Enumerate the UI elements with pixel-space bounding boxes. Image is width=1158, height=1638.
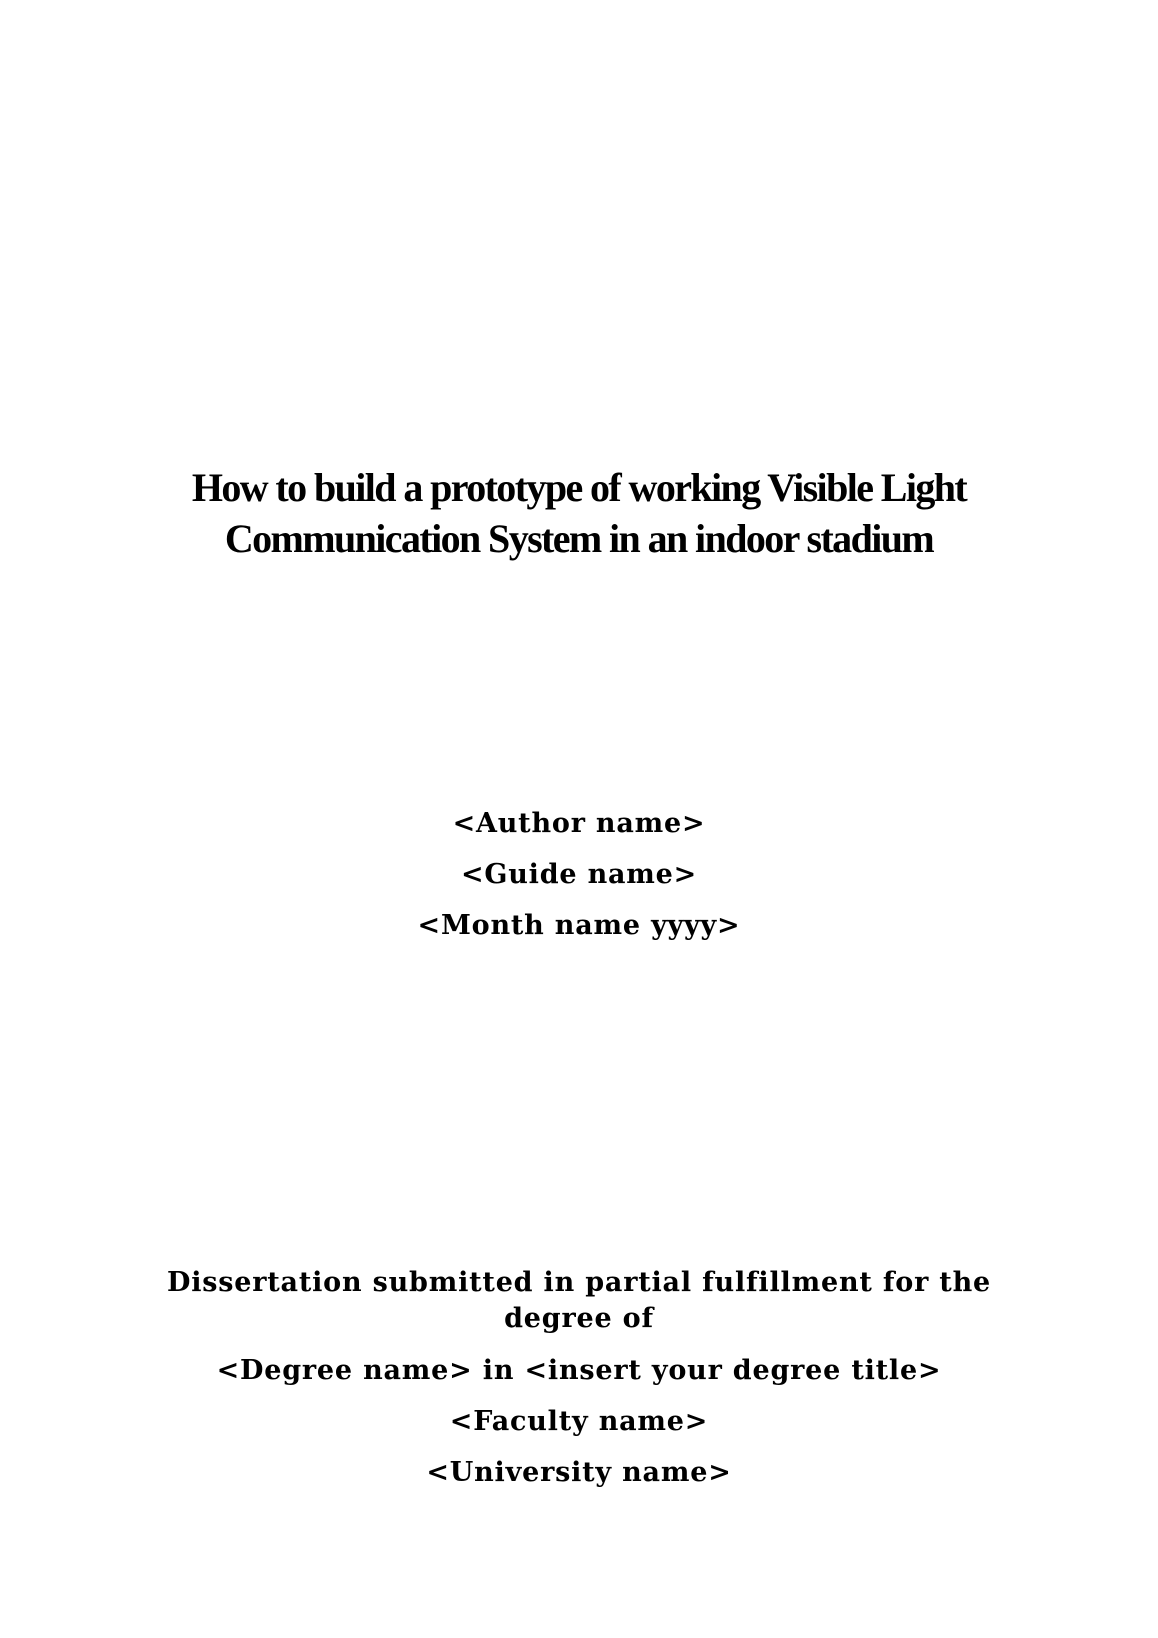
author-name: <Author name> [452, 808, 706, 839]
submission-date: <Month name yyyy> [417, 910, 741, 941]
faculty-name: <Faculty name> [449, 1406, 709, 1437]
university-name: <University name> [426, 1457, 732, 1488]
submission-info [120, 1265, 1038, 1506]
guide-name: <Guide name> [460, 859, 698, 890]
author-info [120, 806, 1038, 959]
title-line-1: How to build a prototype of working Visible Light [191, 465, 967, 510]
title-line-2: Communication System in an indoor stadium [224, 516, 934, 561]
submission-statement: Dissertation submitted in partial fulfillment for the degree of [167, 1267, 991, 1334]
dissertation-title [120, 462, 1038, 564]
degree-name: <Degree name> in <insert your degree title> [216, 1355, 942, 1386]
